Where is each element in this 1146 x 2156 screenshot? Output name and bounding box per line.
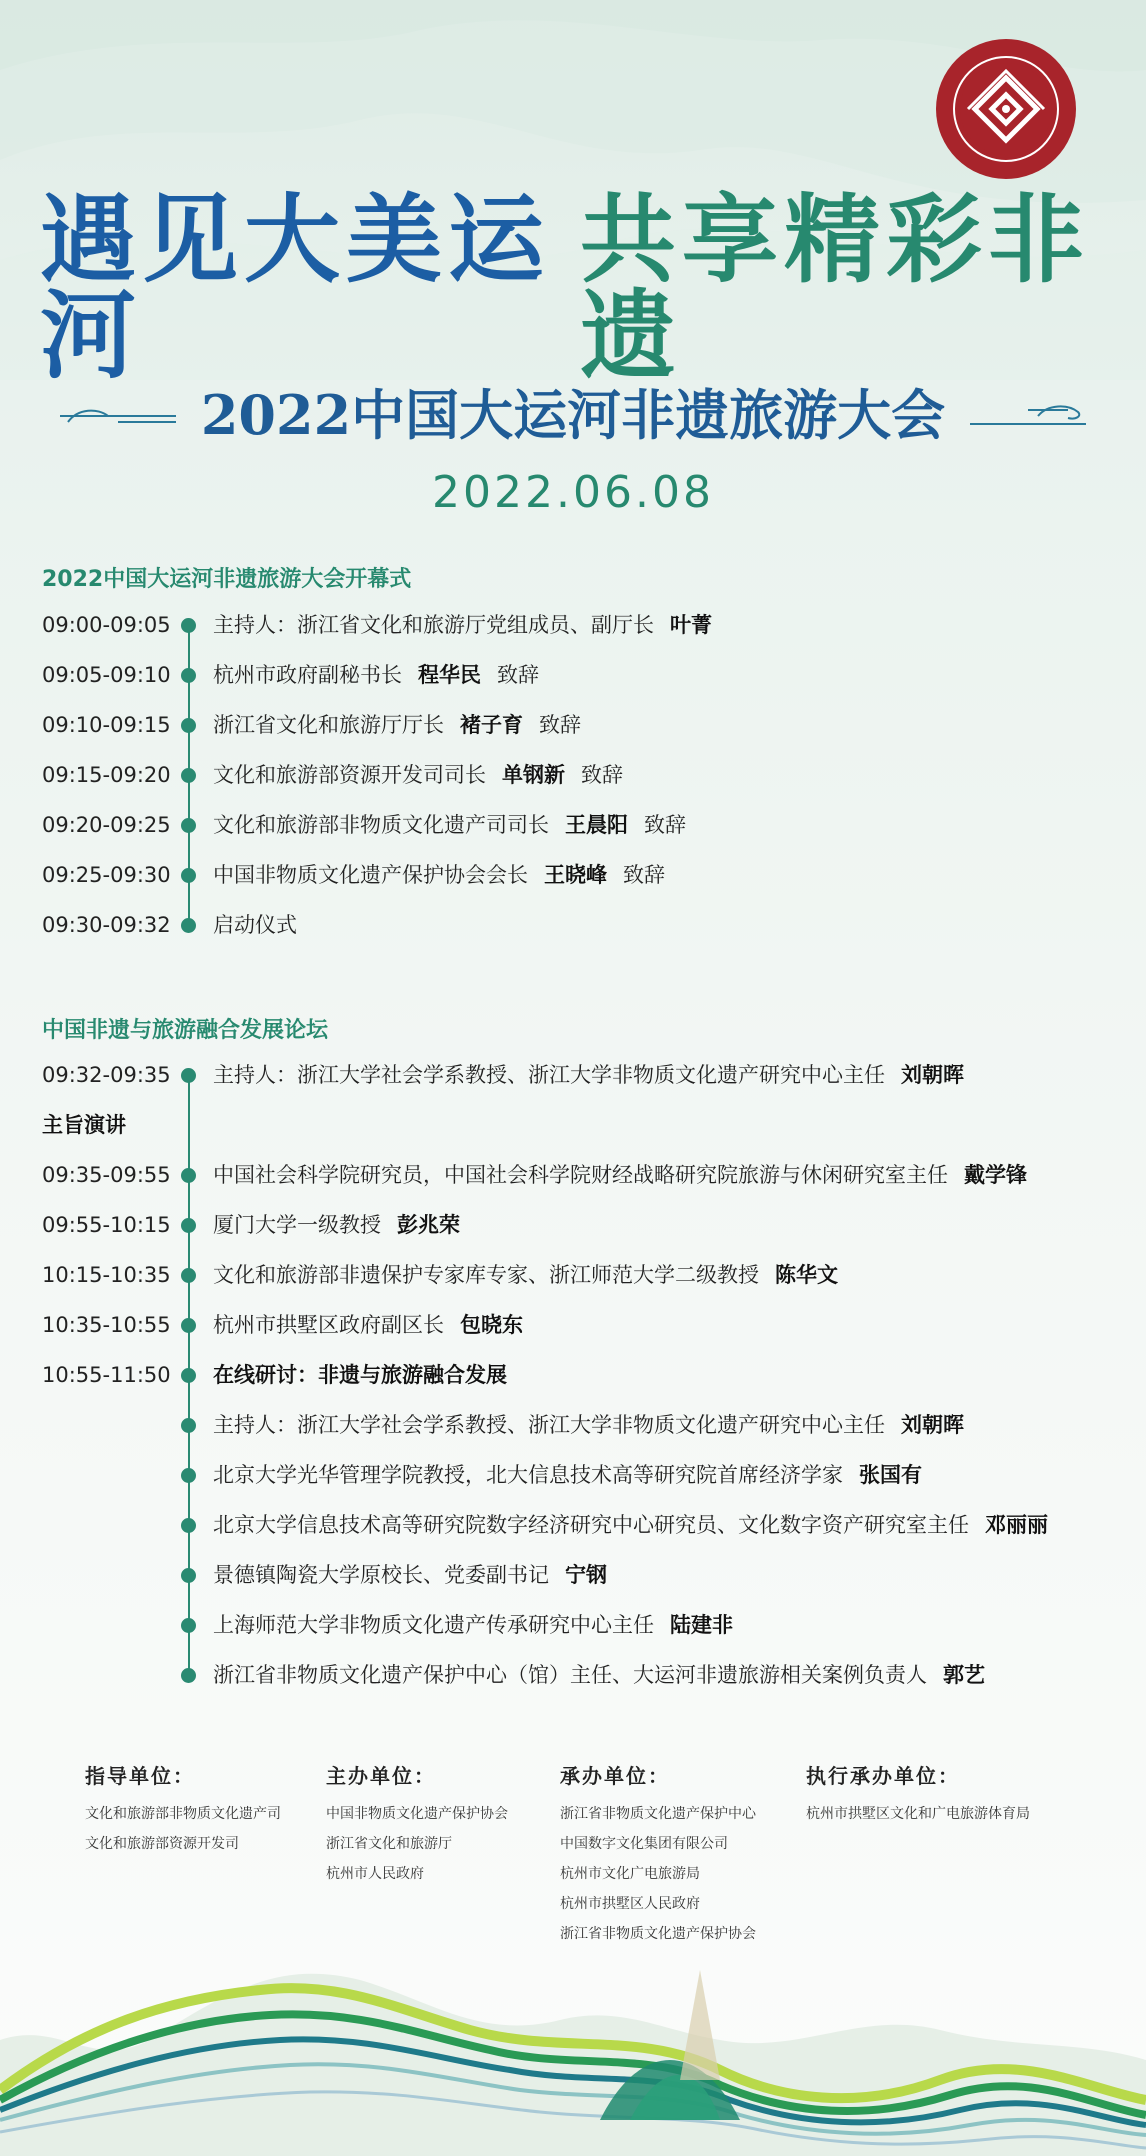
agenda-text bbox=[213, 658, 539, 692]
agenda-action: 致辞 bbox=[497, 663, 539, 687]
organizer-heading: 主办单位： bbox=[326, 1764, 436, 1788]
time-slot: 09:15-09:20 bbox=[42, 763, 171, 787]
forum-agenda-row bbox=[0, 1308, 1146, 1342]
agenda-description: 启动仪式 bbox=[213, 913, 297, 937]
organizer-item: 浙江省非物质文化遗产保护中心 bbox=[560, 1806, 756, 1822]
speaker-name: 陆建非 bbox=[670, 1613, 733, 1637]
speaker-name: 张国有 bbox=[859, 1463, 922, 1487]
panel-speaker-row bbox=[0, 1458, 1146, 1492]
agenda-text bbox=[213, 1658, 985, 1692]
agenda-description: 杭州市拱墅区政府副区长 bbox=[213, 1313, 444, 1337]
organizer-item: 杭州市拱墅区人民政府 bbox=[560, 1896, 700, 1912]
forum-agenda-row bbox=[0, 1258, 1146, 1292]
speaker-name: 刘朝晖 bbox=[901, 1063, 964, 1087]
timeline-dot-icon bbox=[181, 1668, 196, 1683]
organizer-group bbox=[560, 1760, 756, 1949]
opening-agenda-row bbox=[0, 858, 1146, 892]
panel-speaker-row bbox=[0, 1508, 1146, 1542]
time-slot: 09:55-10:15 bbox=[42, 1213, 171, 1237]
agenda-text bbox=[213, 808, 686, 842]
time-slot: 09:05-09:10 bbox=[42, 663, 171, 687]
agenda-description: 中国社会科学院研究员，中国社会科学院财经战略研究院旅游与休闲研究室主任 bbox=[213, 1163, 948, 1187]
intangible-heritage-emblem-icon bbox=[935, 38, 1077, 180]
speaker-name: 在线研讨：非遗与旅游融合发展 bbox=[213, 1363, 507, 1387]
timeline-dot-icon bbox=[181, 918, 196, 933]
panel-speaker-row bbox=[0, 1608, 1146, 1642]
cloud-ornament-right-icon bbox=[968, 402, 1088, 430]
agenda-text bbox=[213, 908, 297, 942]
agenda-text bbox=[213, 1558, 607, 1592]
organizer-item: 中国数字文化集团有限公司 bbox=[560, 1836, 728, 1852]
event-title bbox=[58, 380, 1088, 450]
agenda-description: 景德镇陶瓷大学原校长、党委副书记 bbox=[213, 1563, 549, 1587]
timeline-dot-icon bbox=[181, 1568, 196, 1583]
agenda-text bbox=[213, 708, 581, 742]
organizer-item: 浙江省文化和旅游厅 bbox=[326, 1836, 452, 1852]
agenda-description: 浙江省非物质文化遗产保护中心（馆）主任、大运河非遗旅游相关案例负责人 bbox=[213, 1663, 927, 1687]
keynote-header-row bbox=[0, 1108, 1146, 1142]
agenda-action: 致辞 bbox=[581, 763, 623, 787]
timeline-dot-icon bbox=[181, 668, 196, 683]
agenda-action: 致辞 bbox=[539, 713, 581, 737]
opening-agenda-row bbox=[0, 908, 1146, 942]
time-slot: 09:25-09:30 bbox=[42, 863, 171, 887]
timeline-dot-icon bbox=[181, 768, 196, 783]
agenda-text bbox=[213, 1508, 1048, 1542]
agenda-description: 文化和旅游部非遗保护专家库专家、浙江师范大学二级教授 bbox=[213, 1263, 759, 1287]
speaker-name: 包晓东 bbox=[460, 1313, 523, 1337]
forum-agenda-row bbox=[0, 1158, 1146, 1192]
panel-speaker-row bbox=[0, 1558, 1146, 1592]
section-title-forum: 中国非遗与旅游融合发展论坛 bbox=[42, 1018, 329, 1043]
organizer-group bbox=[806, 1760, 1030, 1829]
time-slot: 09:35-09:55 bbox=[42, 1163, 171, 1187]
keynote-label: 主旨演讲 bbox=[42, 1113, 126, 1137]
event-date: 2022.06.08 bbox=[432, 467, 714, 518]
agenda-text bbox=[213, 1058, 964, 1092]
agenda-description: 厦门大学一级教授 bbox=[213, 1213, 381, 1237]
organizer-heading: 承办单位： bbox=[560, 1764, 670, 1788]
agenda-text bbox=[213, 858, 665, 892]
organizer-item: 文化和旅游部非物质文化遗产司 bbox=[85, 1806, 281, 1822]
agenda-text bbox=[213, 758, 623, 792]
agenda-description: 文化和旅游部资源开发司司长 bbox=[213, 763, 486, 787]
agenda-description: 杭州市政府副秘书长 bbox=[213, 663, 402, 687]
panel-speaker-row bbox=[0, 1658, 1146, 1692]
agenda-text bbox=[213, 1458, 922, 1492]
time-slot: 09:32-09:35 bbox=[42, 1063, 171, 1087]
agenda-description: 中国非物质文化遗产保护协会会长 bbox=[213, 863, 528, 887]
organizer-group bbox=[85, 1760, 281, 1859]
opening-agenda-row bbox=[0, 758, 1146, 792]
speaker-name: 陈华文 bbox=[775, 1263, 838, 1287]
forum-agenda-row bbox=[0, 1358, 1146, 1392]
speaker-name: 彭兆荣 bbox=[397, 1213, 460, 1237]
speaker-name: 戴学锋 bbox=[964, 1163, 1027, 1187]
agenda-description: 文化和旅游部非物质文化遗产司司长 bbox=[213, 813, 549, 837]
timeline-dot-icon bbox=[181, 1318, 196, 1333]
speaker-name: 宁钢 bbox=[565, 1563, 607, 1587]
agenda-text bbox=[213, 1358, 507, 1392]
organizer-item: 杭州市人民政府 bbox=[326, 1866, 424, 1882]
agenda-description: 主持人：浙江省文化和旅游厅党组成员、副厅长 bbox=[213, 613, 654, 637]
speaker-name: 郭艺 bbox=[943, 1663, 985, 1687]
agenda-text bbox=[213, 1208, 460, 1242]
timeline-dot-icon bbox=[181, 1168, 196, 1183]
timeline-dot-icon bbox=[181, 1418, 196, 1433]
opening-agenda-row bbox=[0, 708, 1146, 742]
event-title-text: 2022中国大运河非遗旅游大会 bbox=[200, 383, 946, 447]
opening-agenda-row bbox=[0, 658, 1146, 692]
opening-agenda-row bbox=[0, 808, 1146, 842]
agenda-description: 北京大学信息技术高等研究院数字经济研究中心研究员、文化数字资产研究室主任 bbox=[213, 1513, 969, 1537]
speaker-name: 王晓峰 bbox=[544, 863, 607, 887]
timeline-dot-icon bbox=[181, 618, 196, 633]
speaker-name: 刘朝晖 bbox=[901, 1413, 964, 1437]
section-title-opening: 2022中国大运河非遗旅游大会开幕式 bbox=[42, 567, 412, 592]
agenda-text bbox=[213, 1258, 838, 1292]
timeline-dot-icon bbox=[181, 1268, 196, 1283]
bottom-wave-illustration bbox=[0, 1920, 1146, 2156]
organizer-item: 中国非物质文化遗产保护协会 bbox=[326, 1806, 508, 1822]
panel-speaker-row bbox=[0, 1408, 1146, 1442]
time-slot: 09:20-09:25 bbox=[42, 813, 171, 837]
timeline-dot-icon bbox=[181, 1518, 196, 1533]
agenda-text bbox=[213, 1158, 1027, 1192]
organizer-item: 浙江省非物质文化遗产保护协会 bbox=[560, 1926, 756, 1942]
organizer-heading: 执行承办单位： bbox=[806, 1764, 960, 1788]
slogan bbox=[40, 183, 1120, 392]
agenda-description: 浙江省文化和旅游厅厅长 bbox=[213, 713, 444, 737]
timeline-dot-icon bbox=[181, 818, 196, 833]
speaker-name: 邓丽丽 bbox=[985, 1513, 1048, 1537]
timeline-dot-icon bbox=[181, 718, 196, 733]
agenda-text bbox=[213, 608, 712, 642]
cloud-ornament-left-icon bbox=[58, 402, 178, 430]
speaker-name: 褚子育 bbox=[460, 713, 523, 737]
agenda-action: 致辞 bbox=[623, 863, 665, 887]
time-slot: 10:55-11:50 bbox=[42, 1363, 171, 1387]
slogan-left: 遇见大美运河 bbox=[40, 183, 550, 392]
speaker-name: 程华民 bbox=[418, 663, 481, 687]
time-slot: 10:35-10:55 bbox=[42, 1313, 171, 1337]
agenda-description: 主持人：浙江大学社会学系教授、浙江大学非物质文化遗产研究中心主任 bbox=[213, 1063, 885, 1087]
agenda-action: 致辞 bbox=[644, 813, 686, 837]
agenda-description: 主持人：浙江大学社会学系教授、浙江大学非物质文化遗产研究中心主任 bbox=[213, 1413, 885, 1437]
timeline-dot-icon bbox=[181, 868, 196, 883]
time-slot: 10:15-10:35 bbox=[42, 1263, 171, 1287]
organizer-heading: 指导单位： bbox=[85, 1764, 195, 1788]
slogan-right: 共享精彩非遗 bbox=[580, 183, 1090, 392]
speaker-name: 单钢新 bbox=[502, 763, 565, 787]
speaker-name: 王晨阳 bbox=[565, 813, 628, 837]
agenda-description: 北京大学光华管理学院教授，北大信息技术高等研究院首席经济学家 bbox=[213, 1463, 843, 1487]
timeline-dot-icon bbox=[181, 1218, 196, 1233]
timeline-dot-icon bbox=[181, 1368, 196, 1383]
agenda-text bbox=[213, 1608, 733, 1642]
organizer-item: 文化和旅游部资源开发司 bbox=[85, 1836, 239, 1852]
time-slot: 09:10-09:15 bbox=[42, 713, 171, 737]
time-slot: 09:30-09:32 bbox=[42, 913, 171, 937]
agenda-text bbox=[213, 1408, 964, 1442]
time-slot: 09:00-09:05 bbox=[42, 613, 171, 637]
timeline-dot-icon bbox=[181, 1618, 196, 1633]
opening-agenda-row bbox=[0, 608, 1146, 642]
timeline-dot-icon bbox=[181, 1468, 196, 1483]
speaker-name: 叶菁 bbox=[670, 613, 712, 637]
forum-agenda-row bbox=[0, 1208, 1146, 1242]
organizer-item: 杭州市拱墅区文化和广电旅游体育局 bbox=[806, 1806, 1030, 1822]
agenda-text bbox=[213, 1308, 523, 1342]
agenda-description: 上海师范大学非物质文化遗产传承研究中心主任 bbox=[213, 1613, 654, 1637]
organizer-item: 杭州市文化广电旅游局 bbox=[560, 1866, 700, 1882]
organizer-group bbox=[326, 1760, 508, 1889]
forum-host-row bbox=[0, 1058, 1146, 1092]
timeline-dot-icon bbox=[181, 1068, 196, 1083]
